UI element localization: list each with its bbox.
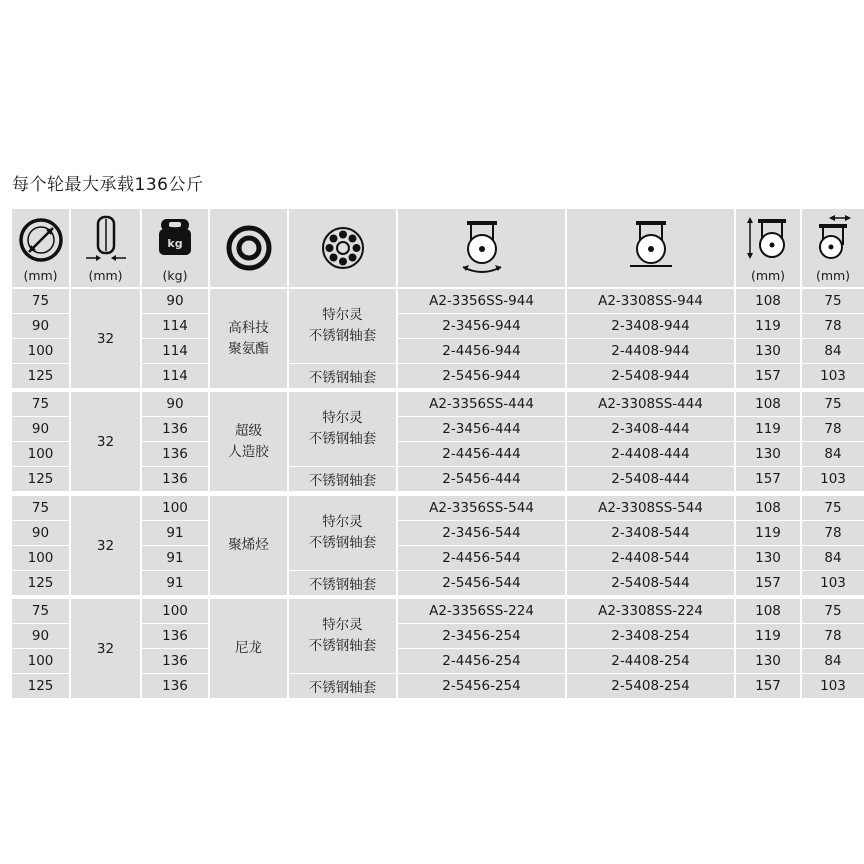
fixed-model-cell: 2-5408-944 <box>567 364 734 388</box>
height-cell: 108 <box>736 599 800 623</box>
offset-cell: 75 <box>802 599 864 623</box>
swivel-model-cell: 2-5456-544 <box>398 571 565 595</box>
load-cell: 90 <box>142 289 208 313</box>
bearing-cell <box>289 392 396 466</box>
load-cell: 91 <box>142 546 208 570</box>
unit-label: (mm) <box>23 268 58 283</box>
wheel-diameter-icon <box>18 217 64 263</box>
bearing-cell: 不锈钢轴套 <box>289 674 396 698</box>
height-cell: 130 <box>736 546 800 570</box>
height-cell: 119 <box>736 417 800 441</box>
load-cell: 136 <box>142 649 208 673</box>
offset-cell: 75 <box>802 289 864 313</box>
offset-cell: 78 <box>802 417 864 441</box>
spec-table <box>12 209 864 696</box>
fixed-model-cell: 2-4408-944 <box>567 339 734 363</box>
diameter-cell: 100 <box>12 339 69 363</box>
swivel-model-cell: 2-3456-544 <box>398 521 565 545</box>
height-cell: 130 <box>736 339 800 363</box>
offset-cell: 103 <box>802 467 864 491</box>
load-cell: 90 <box>142 392 208 416</box>
swivel-model-cell: A2-3356SS-224 <box>398 599 565 623</box>
fixed-model-cell: 2-4408-544 <box>567 546 734 570</box>
load-cell: 100 <box>142 496 208 520</box>
swivel-model-cell: 2-4456-254 <box>398 649 565 673</box>
diameter-cell: 125 <box>12 364 69 388</box>
fixed-model-cell: 2-3408-544 <box>567 521 734 545</box>
offset-cell: 84 <box>802 546 864 570</box>
material-label: 聚烯烃 <box>228 537 269 553</box>
table-group <box>12 496 864 595</box>
fixed-model-cell: A2-3308SS-444 <box>567 392 734 416</box>
height-cell: 130 <box>736 649 800 673</box>
fixed-model-cell: 2-3408-254 <box>567 624 734 648</box>
page-title: 每个轮最大承载136公斤 <box>12 175 204 195</box>
material-cell <box>210 289 287 388</box>
load-cell: 114 <box>142 364 208 388</box>
load-cell: 136 <box>142 624 208 648</box>
offset-cell: 84 <box>802 649 864 673</box>
bearing-label: 特尔灵 <box>322 514 363 530</box>
height-cell: 157 <box>736 674 800 698</box>
swivel-model-cell: 2-5456-254 <box>398 674 565 698</box>
height-cell: 119 <box>736 624 800 648</box>
fixed-model-cell: 2-3408-944 <box>567 314 734 338</box>
bearing-label: 不锈钢轴套 <box>308 535 377 551</box>
swivel-model-cell: 2-3456-254 <box>398 624 565 648</box>
unit-label: (mm) <box>88 268 123 283</box>
bearing-label: 特尔灵 <box>322 617 363 633</box>
bearing-label: 不锈钢轴套 <box>308 328 377 344</box>
bearing-cell <box>289 599 396 673</box>
bearing-label: 不锈钢轴套 <box>308 638 377 654</box>
table-group <box>12 392 864 491</box>
diameter-cell: 90 <box>12 417 69 441</box>
diameter-cell: 125 <box>12 467 69 491</box>
swivel-model-cell: 2-3456-444 <box>398 417 565 441</box>
offset-cell: 103 <box>802 674 864 698</box>
bearing-label: 特尔灵 <box>322 410 363 426</box>
diameter-cell: 90 <box>12 521 69 545</box>
offset-cell: 103 <box>802 364 864 388</box>
ball-bearing-icon <box>320 225 366 271</box>
material-label: 尼龙 <box>235 640 262 656</box>
swivel-caster-icon <box>457 219 507 275</box>
height-cell: 108 <box>736 289 800 313</box>
diameter-cell: 100 <box>12 442 69 466</box>
offset-cell: 75 <box>802 392 864 416</box>
offset-cell: 78 <box>802 521 864 545</box>
header-swivel <box>398 209 565 287</box>
fixed-caster-icon <box>626 219 676 275</box>
bearing-label: 特尔灵 <box>322 307 363 323</box>
height-cell: 119 <box>736 521 800 545</box>
diameter-cell: 125 <box>12 674 69 698</box>
width-cell: 32 <box>71 599 140 698</box>
height-cell: 119 <box>736 314 800 338</box>
height-cell: 130 <box>736 442 800 466</box>
offset-icon <box>811 213 855 261</box>
bearing-cell: 不锈钢轴套 <box>289 571 396 595</box>
header-diameter <box>12 209 69 287</box>
offset-cell: 84 <box>802 442 864 466</box>
header-fixed <box>567 209 734 287</box>
material-label: 聚氨酯 <box>228 340 269 357</box>
fixed-model-cell: 2-3408-444 <box>567 417 734 441</box>
header-offset <box>802 209 864 287</box>
fixed-model-cell: 2-5408-254 <box>567 674 734 698</box>
material-cell <box>210 599 287 698</box>
bearing-cell: 不锈钢轴套 <box>289 467 396 491</box>
material-cell <box>210 392 287 491</box>
fixed-model-cell: 2-4408-254 <box>567 649 734 673</box>
header-width <box>71 209 140 287</box>
bearing-cell <box>289 496 396 570</box>
diameter-cell: 100 <box>12 546 69 570</box>
diameter-cell: 75 <box>12 599 69 623</box>
wheel-ring-icon <box>226 225 272 271</box>
material-label: 高科技 <box>228 319 269 336</box>
material-label: 人造胶 <box>228 443 269 460</box>
fixed-model-cell: 2-4408-444 <box>567 442 734 466</box>
diameter-cell: 90 <box>12 624 69 648</box>
offset-cell: 78 <box>802 624 864 648</box>
header-material <box>210 209 287 287</box>
fixed-model-cell: 2-5408-544 <box>567 571 734 595</box>
header-bearing <box>289 209 396 287</box>
swivel-model-cell: 2-4456-444 <box>398 442 565 466</box>
fixed-model-cell: A2-3308SS-944 <box>567 289 734 313</box>
swivel-model-cell: 2-4456-944 <box>398 339 565 363</box>
material-label: 超级 <box>235 422 262 439</box>
diameter-cell: 90 <box>12 314 69 338</box>
height-cell: 108 <box>736 392 800 416</box>
swivel-model-cell: 2-4456-544 <box>398 546 565 570</box>
diameter-cell: 75 <box>12 289 69 313</box>
material-cell <box>210 496 287 595</box>
load-cell: 114 <box>142 339 208 363</box>
unit-label: (mm) <box>750 268 786 283</box>
fixed-model-cell: 2-5408-444 <box>567 467 734 491</box>
unit-label: (mm) <box>815 268 851 283</box>
wheel-width-icon <box>84 215 128 263</box>
offset-cell: 103 <box>802 571 864 595</box>
swivel-model-cell: A2-3356SS-444 <box>398 392 565 416</box>
width-cell: 32 <box>71 496 140 595</box>
load-cell: 136 <box>142 674 208 698</box>
diameter-cell: 100 <box>12 649 69 673</box>
header-height <box>736 209 800 287</box>
swivel-model-cell: 2-5456-944 <box>398 364 565 388</box>
height-cell: 157 <box>736 571 800 595</box>
width-cell: 32 <box>71 392 140 491</box>
table-group <box>12 289 864 388</box>
table-group <box>12 599 864 698</box>
fixed-model-cell: A2-3308SS-224 <box>567 599 734 623</box>
bearing-cell: 不锈钢轴套 <box>289 364 396 388</box>
bearing-label: 不锈钢轴套 <box>308 431 377 447</box>
bearing-cell <box>289 289 396 363</box>
offset-cell: 78 <box>802 314 864 338</box>
height-cell: 108 <box>736 496 800 520</box>
height-icon <box>746 215 790 261</box>
unit-label: (kg) <box>162 268 188 283</box>
fixed-model-cell: A2-3308SS-544 <box>567 496 734 520</box>
diameter-cell: 125 <box>12 571 69 595</box>
load-cell: 136 <box>142 417 208 441</box>
load-cell: 136 <box>142 467 208 491</box>
table-header <box>12 209 864 287</box>
width-cell: 32 <box>71 289 140 388</box>
swivel-model-cell: 2-3456-944 <box>398 314 565 338</box>
swivel-model-cell: A2-3356SS-944 <box>398 289 565 313</box>
load-cell: 91 <box>142 571 208 595</box>
diameter-cell: 75 <box>12 496 69 520</box>
height-cell: 157 <box>736 364 800 388</box>
height-cell: 157 <box>736 467 800 491</box>
load-cell: 114 <box>142 314 208 338</box>
offset-cell: 84 <box>802 339 864 363</box>
load-cell: 100 <box>142 599 208 623</box>
load-cell: 91 <box>142 521 208 545</box>
swivel-model-cell: A2-3356SS-544 <box>398 496 565 520</box>
header-load <box>142 209 208 287</box>
diameter-cell: 75 <box>12 392 69 416</box>
load-cell: 136 <box>142 442 208 466</box>
kg-badge: kg <box>167 237 183 250</box>
offset-cell: 75 <box>802 496 864 520</box>
swivel-model-cell: 2-5456-444 <box>398 467 565 491</box>
